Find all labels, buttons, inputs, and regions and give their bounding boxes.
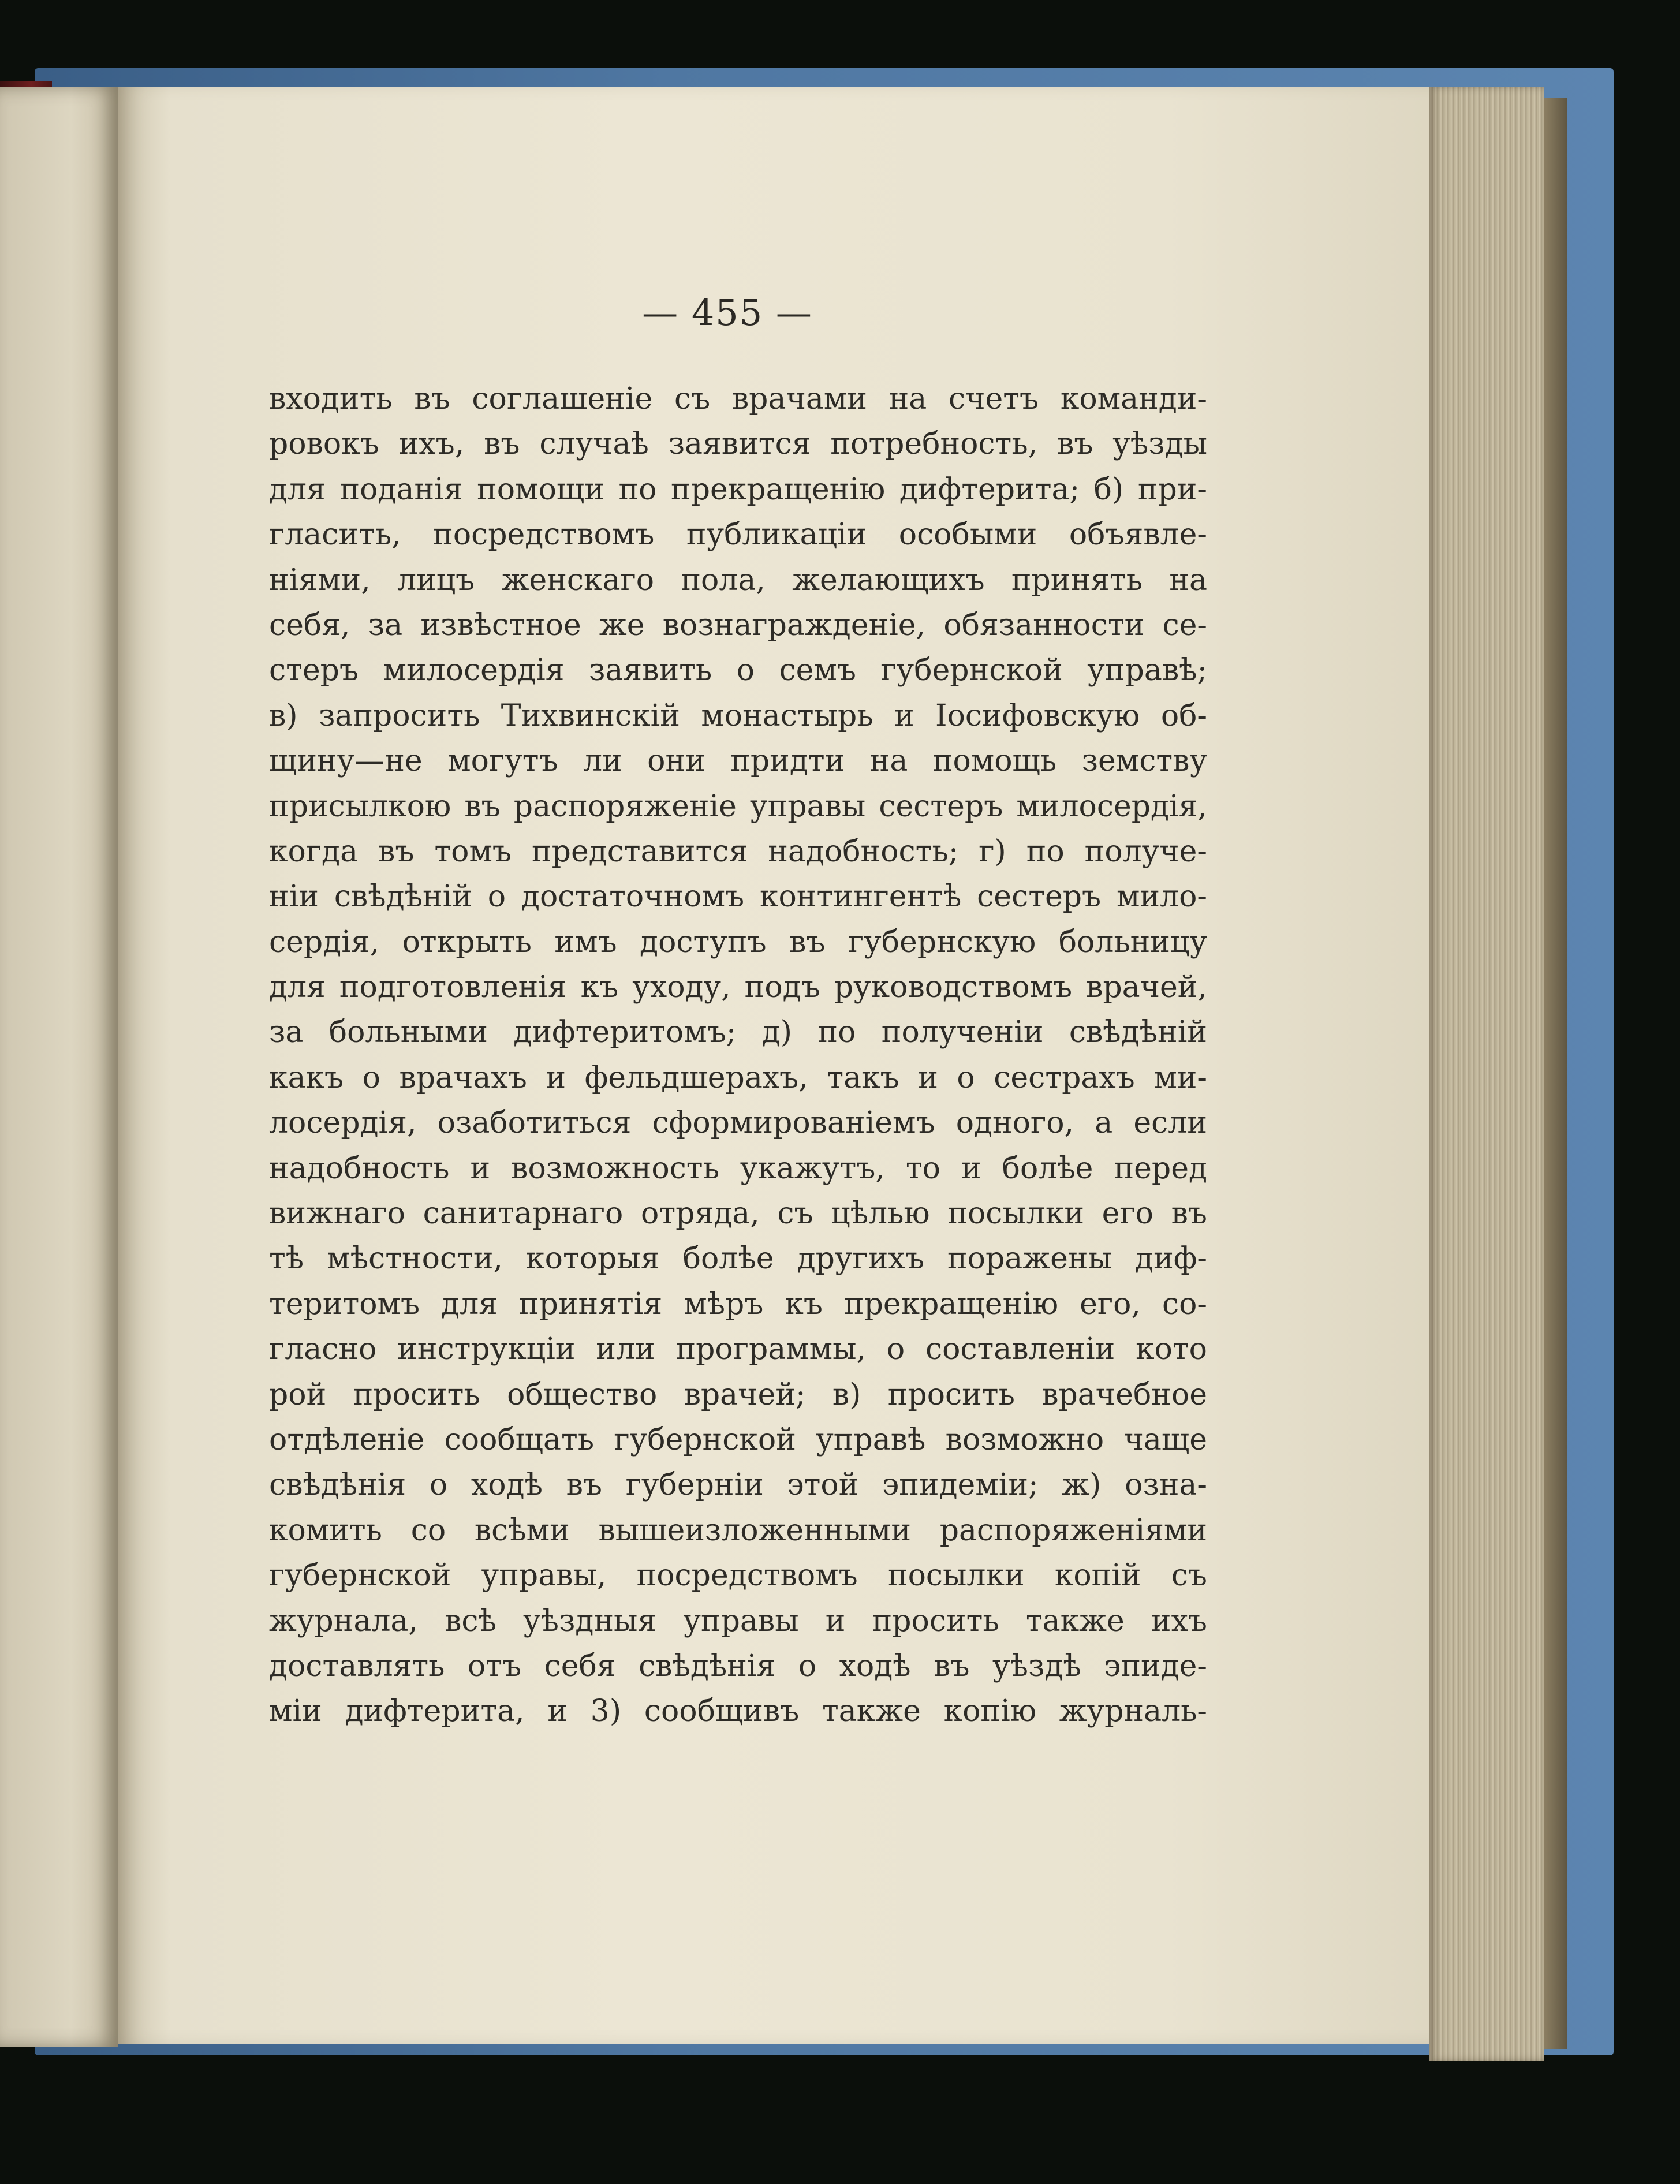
text-line: какъ о врачахъ и фельдшерахъ, такъ и о сестрахъ ми- <box>269 1060 1207 1095</box>
text-line: лосердія, озаботиться сформированіемъ одного, а если <box>269 1106 1207 1141</box>
left-page <box>0 87 118 2047</box>
text-line: в) запросить Тихвинскій монастырь и Іосифовскую об- <box>269 698 1207 733</box>
text-line: щину—не могутъ ли они придти на помощь земству <box>269 744 1207 779</box>
page-number: — 455 — <box>642 292 813 334</box>
text-line: ніи свѣдѣній о достаточномъ контингентѣ сестеръ мило- <box>269 879 1207 914</box>
text-line: доставлять отъ себя свѣдѣнія о ходѣ въ уѣздѣ эпиде- <box>269 1648 1207 1683</box>
page-edges <box>1429 87 1544 2061</box>
text-line: надобность и возможность укажутъ, то и болѣе перед <box>269 1151 1207 1186</box>
text-line: теритомъ для принятія мѣръ къ прекращенію его, со- <box>269 1286 1207 1321</box>
text-line: стеръ милосердія заявить о семъ губернской управѣ; <box>269 653 1207 688</box>
text-line: журнала, всѣ уѣздныя управы и просить также ихъ <box>269 1603 1207 1638</box>
text-line: отдѣленіе сообщать губернской управѣ возможно чаще <box>269 1422 1207 1457</box>
text-line: міи дифтерита, и 3) сообщивъ также копію журналь- <box>269 1694 1207 1729</box>
text-line: сердія, открыть имъ доступъ въ губернскую больницу <box>269 924 1207 960</box>
text-line: свѣдѣнія о ходѣ въ губерніи этой эпидеміи; ж) озна- <box>269 1468 1207 1503</box>
text-line: тѣ мѣстности, которыя болѣе другихъ поражены диф- <box>269 1241 1207 1276</box>
text-line: вижнаго санитарнаго отряда, съ цѣлью посылки его въ <box>269 1196 1207 1231</box>
text-line: для поданія помощи по прекращенію дифтерита; б) при- <box>269 472 1207 507</box>
text-line: губернской управы, посредствомъ посылки копій съ <box>269 1558 1207 1593</box>
text-line: когда въ томъ представится надобность; г) по получе- <box>269 834 1207 869</box>
text-line: гласить, посредствомъ публикаціи особыми объявле- <box>269 517 1207 552</box>
text-line: себя, за извѣстное же вознагражденіе, обязанности се- <box>269 607 1207 643</box>
page-edges-shadow <box>1544 98 1567 2049</box>
text-line: ровокъ ихъ, въ случаѣ заявится потребность, въ уѣзды <box>269 427 1207 462</box>
text-line: для подготовленія къ уходу, подъ руководствомъ врачей, <box>269 970 1207 1005</box>
text-line: ніями, лицъ женскаго пола, желающихъ принять на <box>269 562 1207 598</box>
text-line: за больными дифтеритомъ; д) по полученіи свѣдѣній <box>269 1015 1207 1050</box>
text-line: гласно инструкціи или программы, о составленіи кото <box>269 1332 1207 1367</box>
text-line: присылкою въ распоряженіе управы сестеръ милосердія, <box>269 789 1207 824</box>
text-line: комить со всѣми вышеизложенными распоряженіями <box>269 1513 1207 1548</box>
text-line: входить въ соглашеніе съ врачами на счетъ команди- <box>269 382 1207 416</box>
body-text <box>269 376 1207 1734</box>
text-line: рой просить общество врачей; в) просить врачебное <box>269 1377 1207 1412</box>
